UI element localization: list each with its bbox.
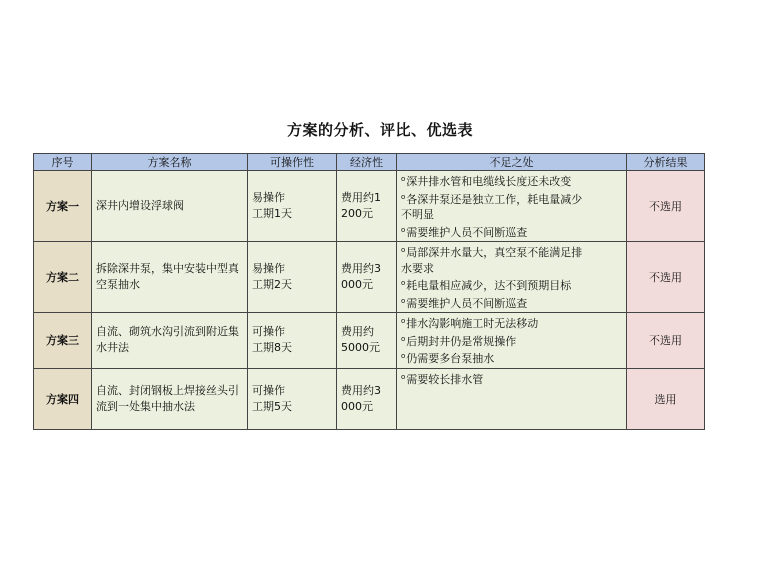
header-cell-operability: 可操作性 [248, 154, 337, 171]
economy-cell [337, 242, 397, 313]
cost-line: 费用约3 [341, 383, 381, 397]
result-cell: 选用 [627, 368, 705, 429]
bullet-marker: o [401, 175, 406, 183]
defects-cell [397, 242, 627, 313]
defect-item [401, 294, 622, 312]
operability-line: 易操作 [252, 262, 285, 275]
defect-text: 后期封井仍是常规操作 [406, 334, 517, 348]
table-row [34, 171, 705, 242]
plan-id-cell: 方案四 [34, 368, 92, 429]
defect-text: 仍需要多台泵抽水 [406, 352, 495, 365]
header-cell-result: 分析结果 [627, 154, 705, 171]
defect-text: 需要维护人员不间断巡查 [406, 296, 528, 310]
defect-text: 深井排水管和电缆线长度还未改变 [406, 175, 572, 188]
defect-item [401, 276, 622, 294]
economy-cell [337, 368, 397, 429]
table-row [34, 242, 705, 313]
header-row [34, 154, 705, 171]
table-row [34, 368, 705, 429]
defect-item [401, 223, 622, 241]
defect-text: 耗电量相应减少，达不到预期目标 [406, 279, 572, 292]
operability-cell [248, 242, 337, 313]
economy-cell [337, 171, 397, 242]
defect-item [401, 243, 622, 261]
defects-cell [397, 171, 627, 242]
cost-line: 费用约3 [341, 262, 381, 275]
defect-item [401, 314, 622, 332]
duration-line: 工期2天 [252, 278, 292, 291]
header-cell-name: 方案名称 [92, 154, 248, 171]
defect-item [401, 261, 622, 277]
plan-name-cell: 自流、砌筑水沟引流到附近集水井法 [92, 313, 248, 369]
operability-line: 可操作 [252, 325, 285, 339]
header-cell-id: 序号 [34, 154, 92, 171]
plan-name-cell: 深井内增设浮球阀 [92, 171, 248, 242]
table-row [34, 313, 705, 369]
operability-cell [248, 313, 337, 369]
duration-line: 工期1天 [252, 207, 292, 220]
bullet-marker: o [401, 246, 406, 254]
operability-line: 易操作 [252, 191, 285, 204]
bullet-marker: o [401, 334, 406, 343]
cost-line: 费用约1 [341, 191, 381, 204]
defect-item [401, 370, 622, 388]
header-cell-economy: 经济性 [337, 154, 397, 171]
result-cell: 不选用 [627, 313, 705, 369]
result-cell: 不选用 [627, 171, 705, 242]
cost-line: 费用约 [341, 325, 374, 339]
operability-cell [248, 171, 337, 242]
defect-text: 需要较长排水管 [406, 372, 484, 386]
economy-cell [337, 313, 397, 369]
plan-id-cell: 方案一 [34, 171, 92, 242]
duration-line: 工期8天 [252, 341, 292, 355]
result-cell: 不选用 [627, 242, 705, 313]
defect-text: 各深井泵还是独立工作，耗电量减少 [406, 192, 583, 206]
defect-text: 排水沟影响施工时无法移动 [406, 317, 539, 330]
plan-id-cell: 方案三 [34, 313, 92, 369]
defect-item [401, 172, 622, 190]
header-cell-defects: 不足之处 [397, 154, 627, 171]
defect-text: 局部深井水量大，真空泵不能满足排 [406, 246, 583, 259]
defects-cell [397, 368, 627, 429]
bullet-marker: o [401, 317, 406, 325]
bullet-marker: o [401, 372, 406, 381]
duration-line: 工期5天 [252, 399, 292, 413]
defect-item [401, 207, 622, 223]
bullet-marker: o [401, 352, 406, 360]
table-title: 方案的分析、评比、优选表 [286, 121, 473, 139]
plan-name-cell: 自流、封闭钢板上焊接丝头引流到一处集中抽水法 [92, 368, 248, 429]
bullet-marker: o [401, 225, 406, 234]
defect-text: 不明显 [401, 208, 434, 221]
defects-cell [397, 313, 627, 369]
cost-line: 000元 [341, 399, 373, 413]
plan-comparison-table [33, 153, 705, 430]
defect-text: 水要求 [401, 261, 434, 275]
defect-item [401, 349, 622, 367]
bullet-marker: o [401, 192, 406, 201]
operability-cell [248, 368, 337, 429]
cost-line: 5000元 [341, 341, 380, 355]
defect-text: 需要维护人员不间断巡查 [406, 225, 528, 239]
bullet-marker: o [401, 279, 406, 287]
plan-name-cell: 拆除深井泵，集中安装中型真空泵抽水 [92, 242, 248, 313]
plan-id-cell: 方案二 [34, 242, 92, 313]
cost-line: 000元 [341, 278, 373, 291]
defect-item [401, 190, 622, 208]
bullet-marker: o [401, 296, 406, 305]
operability-line: 可操作 [252, 383, 285, 397]
cost-line: 200元 [341, 207, 373, 220]
defect-item [401, 332, 622, 350]
